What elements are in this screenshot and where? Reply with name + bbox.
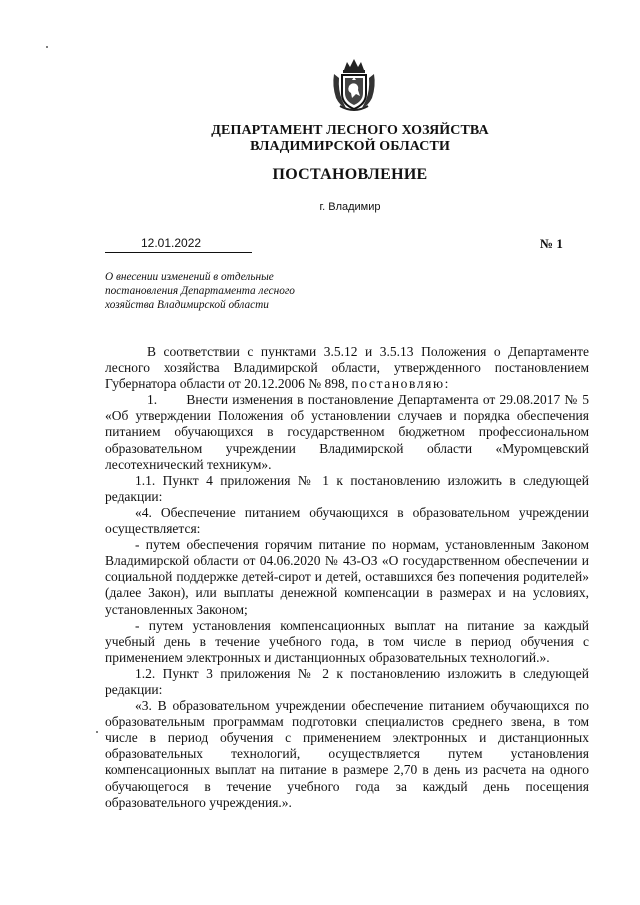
decree-word: постановляю: — [351, 376, 450, 392]
document-subject — [105, 270, 335, 312]
city-label: г. Владимир — [319, 201, 381, 213]
paragraph-number: 1. — [147, 392, 158, 408]
paragraph-1 — [105, 392, 589, 472]
quoted-clause-4: «4. Обеспечение питанием обучающихся в образовательном учреждении осуществляется: — [105, 504, 589, 537]
org-name-line1: ДЕПАРТАМЕНТ ЛЕСНОГО ХОЗЯЙСТВА — [211, 123, 489, 138]
subject-line: хозяйства Владимирской области — [105, 299, 269, 311]
subject-line: О внесении изменений в отдельные — [105, 271, 274, 283]
coat-of-arms-icon — [330, 56, 378, 112]
bullet-item: - путем обеспечения горячим питание по нормам, установленным Законом Владимирской области от 04.06.2020 № 43-ОЗ «О государственном обеспечении и социальной поддержке детей-сирот и детей, оставшихся без попечения родителей» (далее Закон), или выплаты денежной компенсации в размерах и на условиях, установленных Законом; — [105, 537, 589, 617]
org-name-line2: ВЛАДИМИРСКОЙ ОБЛАСТИ — [250, 139, 450, 154]
document-number: № 1 — [540, 236, 563, 251]
document-date: 12.01.2022 — [141, 236, 202, 250]
paragraph-1-2: 1.2. Пункт 3 приложения № 2 к постановлению изложить в следующей редакции: — [105, 665, 589, 697]
scan-artifact — [46, 46, 48, 48]
document-type: ПОСТАНОВЛЕНИЕ — [272, 166, 428, 183]
document-date-line — [105, 234, 252, 253]
scan-artifact — [96, 731, 98, 733]
subject-line: постановления Департамента лесного — [105, 285, 295, 297]
paragraph-text: Внести изменения в постановление Департамента от 29.08.2017 № 5 «Об утверждении Положения об установлении случаев и порядка обеспечения питанием обучающихся в государственном бюджетном профессиональном образовательном учреждении Владимирской области «Муромцевский лесотехнический техникум». — [105, 392, 590, 472]
bullet-item: - путем установления компенсационных выплат на питание за каждый учебный день в течение учебного года, в том числе в период обучения с применением электронных и дистанционных образовательных технологий.». — [105, 617, 589, 665]
document-body — [105, 344, 589, 811]
paragraph-1-1: 1.1. Пункт 4 приложения № 1 к постановлению изложить в следующей редакции: — [105, 472, 589, 504]
intro-text: В соответствии с пунктами 3.5.12 и 3.5.13 Положения о Департаменте лесного хозяйства Владимирской области, утвержденного постановлением Губернатора области от 20.12.2006 № 898, — [105, 344, 589, 392]
intro-paragraph — [105, 344, 589, 392]
quoted-clause-3: «3. В образовательном учреждении обеспечение питанием обучающихся по образовательным программам подготовки специалистов среднего звена, в том числе в период обучения с применением электронных и дистанционных образовательных технологий, осуществляется путем установления компенсационных выплат на питание в размере 2,70 в день из расчета на одного обучающегося в течение учебного года за каждый день посещения образовательного учреждения.». — [105, 698, 589, 810]
